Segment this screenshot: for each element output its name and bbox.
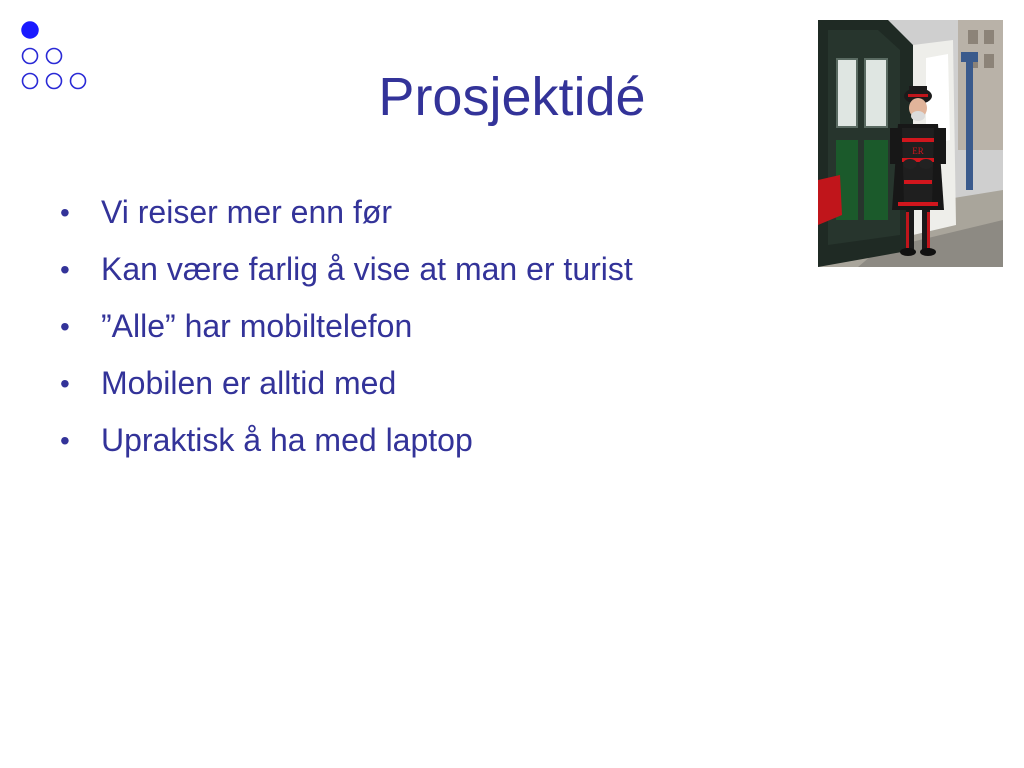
bullet-item xyxy=(60,355,633,412)
bullet-item xyxy=(60,412,633,469)
bullet-text: Vi reiser mer enn før xyxy=(101,194,393,230)
slide-title: Prosjektidé xyxy=(378,67,646,127)
bullet-dot: • xyxy=(60,425,70,456)
bullet-item xyxy=(60,298,633,355)
logo-dot-filled xyxy=(22,22,38,38)
bullet-text: Kan være farlig å vise at man er turist xyxy=(101,251,633,287)
bullet-list xyxy=(60,184,633,469)
bullet-text: ”Alle” har mobiltelefon xyxy=(101,308,413,344)
bullet-dot: • xyxy=(60,254,70,285)
bullet-item xyxy=(60,241,633,298)
svg-text:ER: ER xyxy=(912,146,924,156)
beefeater-guard-icon xyxy=(818,20,1003,267)
bullet-item xyxy=(60,184,633,241)
bullet-text: Upraktisk å ha med laptop xyxy=(101,422,473,458)
bullet-dot: • xyxy=(60,311,70,342)
bullet-dot: • xyxy=(60,197,70,228)
bullet-dot: • xyxy=(60,368,70,399)
bullet-text: Mobilen er alltid med xyxy=(101,365,397,401)
beefeater-photo xyxy=(818,20,1003,267)
